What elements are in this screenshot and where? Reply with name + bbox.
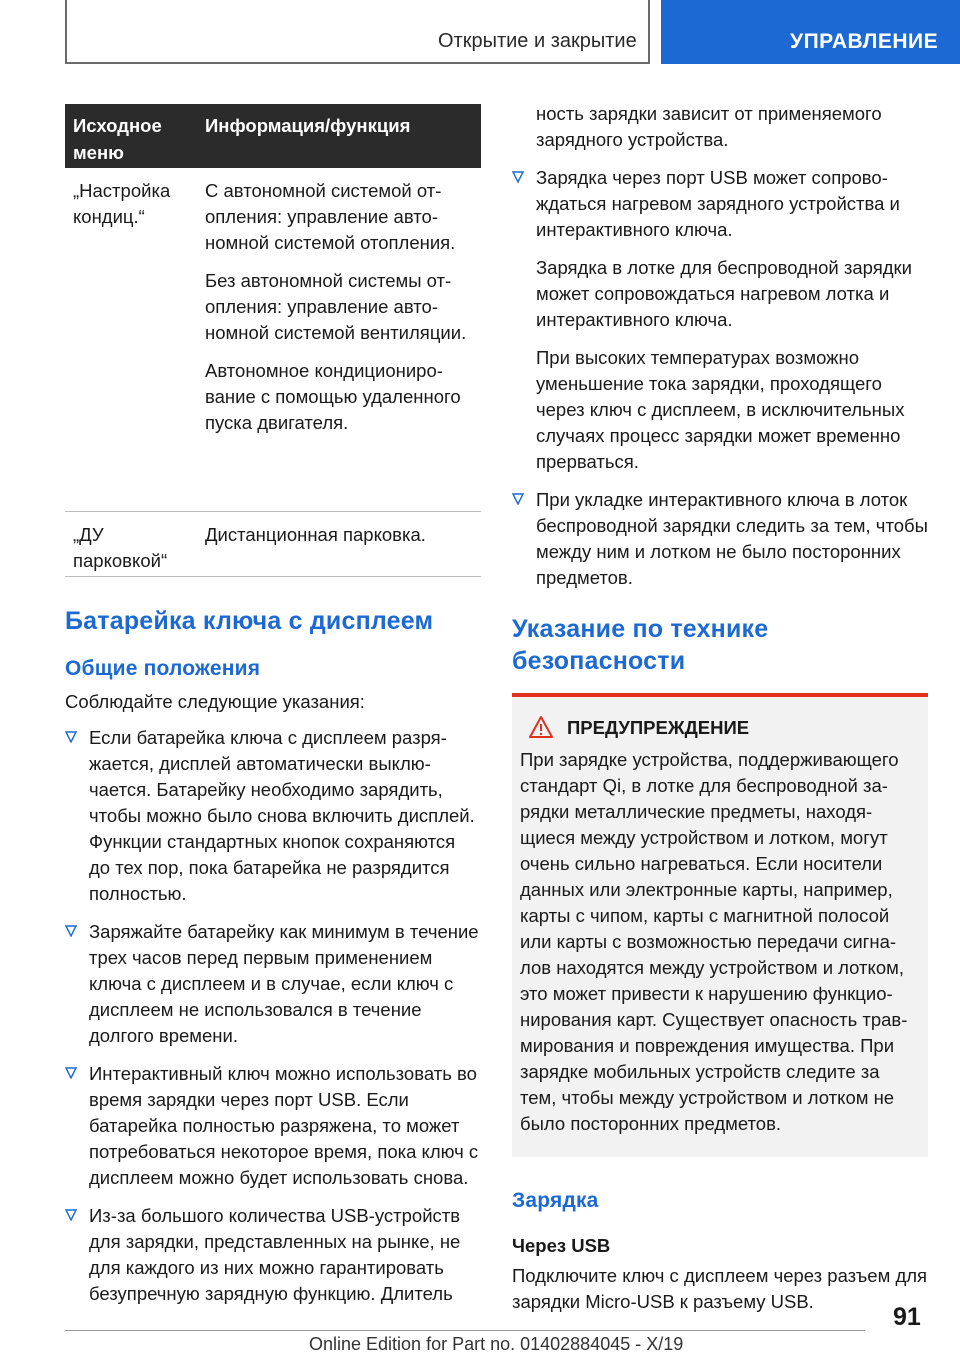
table-header-menu: Исходное меню [73,115,162,163]
list-item-paragraph: Зарядка в лотке для беспроводной зарядки может сопровождаться нагревом лотка и интерактивного ключа. [536,257,912,330]
triangle-bullet-icon [65,1067,77,1079]
triangle-bullet-icon [512,171,524,183]
intro-text: Соблюдайте следующие указания: [65,691,365,712]
triangle-bullet-icon [65,731,77,743]
section-title: Открытие и закрытие [438,30,637,52]
warning-box [512,693,928,1157]
bullet-list [512,165,928,591]
table-cell-paragraph: Автономное кондиционирование с помощью удаленного пуска двигателя. [205,360,461,433]
table-header-info: Информация/функция [205,115,411,136]
chapter-tab [661,0,960,64]
table-cell-menu: „Настройка кондиц.“ [73,180,171,227]
list-item [512,165,928,475]
usb-text: Подключите ключ с дисплеем через разъем для зарядки Micro-USB к разъему USB. [512,1265,928,1312]
list-item [65,1203,481,1307]
list-item [512,487,928,591]
footer-divider [65,1330,865,1331]
heading-usb: Через USB [512,1235,611,1256]
triangle-bullet-icon [65,925,77,937]
table-cell-paragraph: Без автономной системы отопления: управление автономной системой вентиляции. [205,270,467,343]
bullet-list [65,725,481,1307]
heading-general: Общие положения [65,657,261,680]
triangle-bullet-icon [512,493,524,505]
chapter-tab-label: УПРАВЛЕНИЕ [790,30,939,53]
warning-text: При зарядке устройства, поддерживающего стандарт Qi, в лотке для беспроводной зарядки металлические предметы, находящиеся между устройством и лотком, могут очень сильно нагреваться. Если носители данных или электронные карты, например, карты с чипом, карты с магнитной полосой или карты с возможностью передачи сигналов находятся между устройством и лотком, это может привести к нарушению функционирования карт. Существует опасность травмирования и повреждения имущества. При зарядке мобильных устройств следите за тем, чтобы между устройством и лотком не было посторонних предметов. [520,749,908,1134]
list-item-paragraph: При укладке интерактивного ключа в лоток беспроводной зарядки следить за тем, чтобы между ним и лотком не было посторонних предметов. [536,489,928,588]
list-item-text: Если батарейка ключа с дисплеем разряжается, дисплей автоматически выключается. Батарейку необходимо зарядить, чтобы можно было снова включить дисплей. Функции стандартных кнопок сохраняются до тех пор, пока батарейка не разрядится полностью. [89,727,475,904]
heading-safety: Указание по технике безопасности [512,615,769,675]
warning-header [520,715,920,741]
table-cell-info [205,168,481,448]
warning-triangle-icon [528,715,554,739]
list-item-paragraph: При высоких температурах возможно уменьшение тока зарядки, проходящего через ключ с дисплеем, в исключительных случаях процесс зарядки может временно прерваться. [536,347,905,472]
list-item [65,1061,481,1191]
table-cell-paragraph: Дистанционная парковка. [205,524,426,545]
list-item-paragraph: Зарядка через порт USB может сопровождаться нагревом зарядного устройства и интерактивного ключа. [536,167,900,240]
list-item-text: Из-за большого количества USB-устройств для зарядки, представленных на рынке, не для каждого из них можно гарантировать безупречную зарядную функцию. Длитель [89,1205,461,1304]
heading-charging: Зарядка [512,1189,599,1212]
table-cell-info [205,512,481,560]
continued-text: ность зарядки зависит от применяемого зарядного устройства. [536,103,882,150]
table-cell-paragraph: С автономной системой отопления: управление автономной системой отопления. [205,180,456,253]
triangle-bullet-icon [65,1209,77,1221]
list-item [65,725,481,907]
list-item-text: Заряжайте батарейку как минимум в течение трех часов перед первым применением ключа с дисплеем и в случае, если ключ с дисплеем не использовался в течение долгого времени. [89,921,479,1046]
list-item [65,919,481,1049]
right-column [512,101,928,1315]
table-cell-menu: „ДУ парковкой“ [73,524,168,571]
heading-battery: Батарейка ключа с дисплеем [65,607,434,635]
table-row [65,512,481,577]
table-header [65,104,481,168]
left-column [65,104,481,1319]
footer-edition: Online Edition for Part no. 01402884045 - X/19 [309,1334,684,1354]
table-row [65,168,481,512]
list-item-text: Интерактивный ключ можно использовать во время зарядки через порт USB. Если батарейка полностью разряжена, то может потребоваться некоторое время, пока ключ с дисплеем можно будет использовать снова. [89,1063,479,1188]
page-number: 91 [893,1303,921,1331]
warning-title: ПРЕДУПРЕЖДЕНИЕ [567,717,750,738]
